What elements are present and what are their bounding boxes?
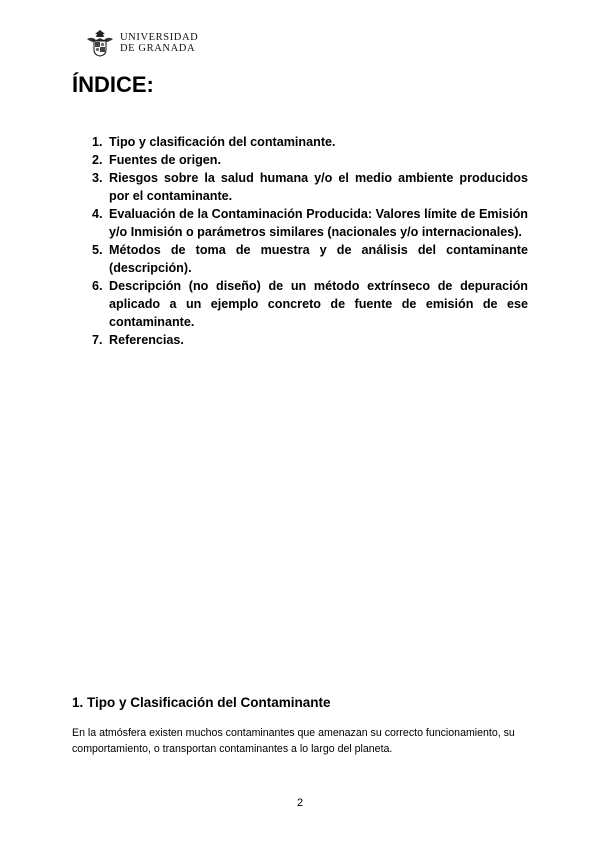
toc-item-number: 2. [92, 153, 103, 167]
page-number: 2 [296, 797, 304, 809]
toc-item-number: 5. [92, 243, 103, 257]
toc-item-text: Tipo y clasificación del contaminante. [109, 135, 336, 149]
toc-item [92, 151, 528, 169]
toc-item-text: Descripción (no diseño) de un método extrínseco de depuración aplicado a un ejemplo concreto de fuente de emisión de ese contaminante. [109, 279, 528, 329]
toc-item [92, 133, 528, 151]
university-logo [84, 28, 198, 58]
toc-item-number: 3. [92, 171, 103, 185]
toc-item-text: Evaluación de la Contaminación Producida: Valores límite de Emisión y/o Inmisión o parámetros similares (nacionales y/o internacionales). [109, 207, 528, 239]
toc-item [92, 241, 528, 277]
section-heading: 1. Tipo y Clasificación del Contaminante [72, 695, 331, 710]
table-of-contents [92, 133, 528, 349]
toc-item-text: Referencias. [109, 333, 184, 347]
university-name-line1: UNIVERSIDAD [120, 32, 199, 43]
university-name [120, 32, 198, 54]
toc-item [92, 331, 528, 349]
toc-item-number: 4. [92, 207, 103, 221]
toc-item-text: Métodos de toma de muestra y de análisis del contaminante (descripción). [109, 243, 528, 275]
index-title: ÍNDICE: [72, 72, 154, 97]
toc-item-number: 7. [92, 333, 103, 347]
toc-item-number: 1. [92, 135, 103, 149]
toc-item-number: 6. [92, 279, 103, 293]
toc-item-text: Riesgos sobre la salud humana y/o el medio ambiente producidos por el contaminante. [109, 171, 528, 203]
section-body-text: En la atmósfera existen muchos contaminantes que amenazan su correcto funcionamiento, su comportamiento, o transportan contaminantes a lo largo del planeta. [72, 727, 515, 755]
toc-item [92, 205, 528, 241]
toc-item [92, 169, 528, 205]
university-name-line2: DE GRANADA [120, 43, 196, 54]
university-crest-icon [84, 28, 116, 58]
toc-item-text: Fuentes de origen. [109, 153, 221, 167]
toc-item [92, 277, 528, 331]
